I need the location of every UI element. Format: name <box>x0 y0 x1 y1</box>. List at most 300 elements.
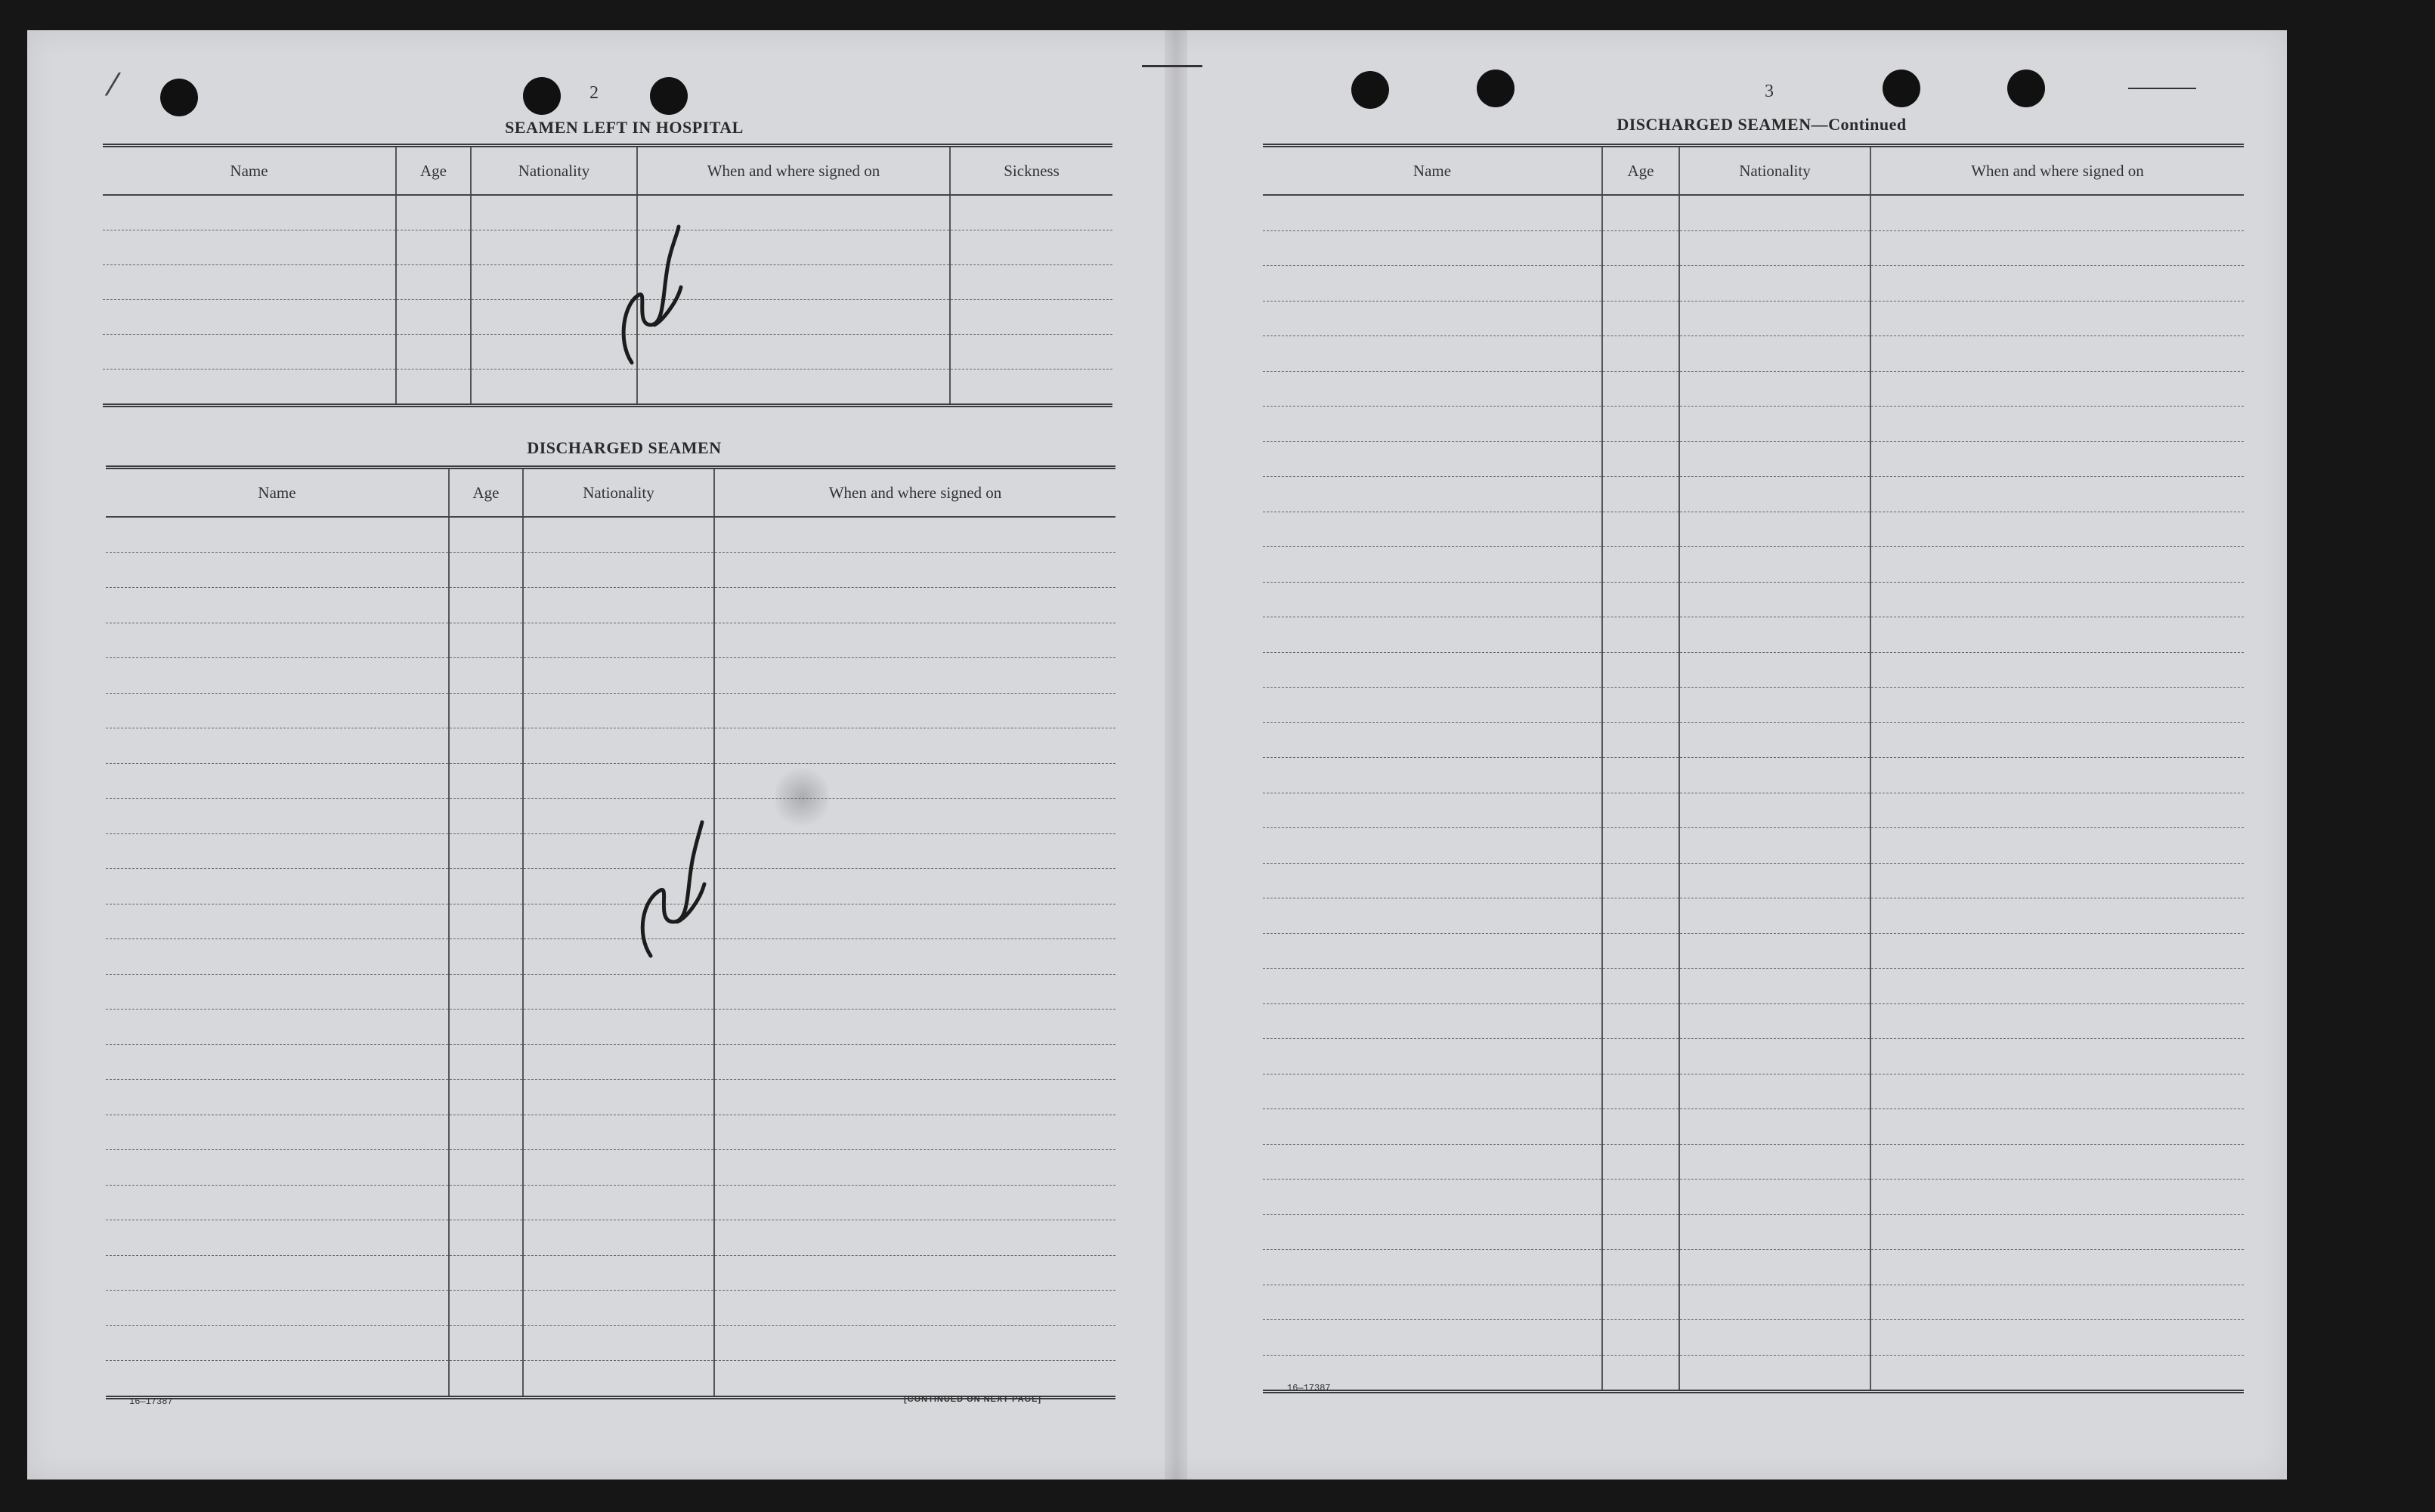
table-cell <box>449 1255 523 1291</box>
table-cell <box>1679 863 1870 898</box>
table-cell <box>714 1361 1115 1398</box>
table-cell <box>637 369 950 406</box>
hospital-header-row <box>103 146 1112 196</box>
table-cell <box>1870 477 2244 512</box>
table-cell <box>1870 758 2244 793</box>
table-cell <box>950 230 1112 265</box>
table-cell <box>106 1291 449 1326</box>
table-row <box>1263 933 2244 969</box>
table-cell <box>714 1220 1115 1256</box>
table-cell <box>1870 863 2244 898</box>
table-cell <box>1263 582 1602 617</box>
table-cell <box>1679 512 1870 547</box>
table-cell <box>1870 793 2244 828</box>
table-cell <box>103 369 396 406</box>
table-cell <box>1870 722 2244 758</box>
table-cell <box>1263 722 1602 758</box>
table-row <box>1263 301 2244 336</box>
table-cell <box>1679 1320 1870 1356</box>
table-cell <box>449 1291 523 1326</box>
table-cell <box>1870 407 2244 442</box>
col-header-nationality: Nationality <box>1679 146 1870 196</box>
table-cell <box>1263 1074 1602 1109</box>
table-cell <box>1870 336 2244 372</box>
table-cell <box>1870 230 2244 266</box>
table-cell <box>1602 722 1679 758</box>
table-cell <box>1679 722 1870 758</box>
table-cell <box>1870 1250 2244 1285</box>
table-cell <box>106 974 449 1010</box>
table-cell <box>1263 1003 1602 1039</box>
table-row <box>106 1010 1115 1045</box>
table-cell <box>1870 1180 2244 1215</box>
table-cell <box>1263 301 1602 336</box>
table-row <box>1263 547 2244 583</box>
table-cell <box>714 869 1115 904</box>
table-cell <box>1679 230 1870 266</box>
table-cell <box>523 658 714 694</box>
table-cell <box>449 552 523 588</box>
table-cell <box>1263 969 1602 1004</box>
table-cell <box>1679 336 1870 372</box>
table-cell <box>1679 1144 1870 1180</box>
table-cell <box>714 728 1115 764</box>
table-cell <box>714 1115 1115 1150</box>
handwritten-nil-mark <box>609 212 692 370</box>
table-cell <box>106 1115 449 1150</box>
table-cell <box>714 799 1115 834</box>
table-cell <box>449 623 523 658</box>
table-cell <box>1679 371 1870 407</box>
table-cell <box>106 1044 449 1080</box>
table-cell <box>1602 1355 1679 1392</box>
table-row <box>1263 863 2244 898</box>
table-cell <box>1870 266 2244 301</box>
table-row <box>1263 652 2244 688</box>
table-cell <box>1679 1285 1870 1320</box>
table-row <box>1263 722 2244 758</box>
table-cell <box>1263 1039 1602 1074</box>
table-row <box>106 763 1115 799</box>
table-cell <box>523 1185 714 1220</box>
table-row <box>1263 688 2244 723</box>
col-header-age: Age <box>396 146 471 196</box>
col-header-sickness: Sickness <box>950 146 1112 196</box>
table-cell <box>1602 652 1679 688</box>
table-cell <box>1679 1180 1870 1215</box>
col-header-nationality: Nationality <box>523 468 714 518</box>
table-cell <box>1602 195 1679 230</box>
table-row <box>1263 477 2244 512</box>
table-row <box>1263 969 2244 1004</box>
table-row <box>1263 828 2244 864</box>
table-row <box>106 1255 1115 1291</box>
table-row <box>106 1080 1115 1115</box>
table-row <box>1263 1320 2244 1356</box>
table-cell <box>106 1325 449 1361</box>
table-cell <box>1679 652 1870 688</box>
ink-tick <box>1142 65 1202 67</box>
table-cell <box>1263 512 1602 547</box>
table-row <box>1263 582 2244 617</box>
left-page <box>27 30 1165 1480</box>
table-cell <box>1870 1003 2244 1039</box>
table-cell <box>1263 195 1602 230</box>
table-cell <box>1263 336 1602 372</box>
table-cell <box>1602 617 1679 653</box>
table-row <box>106 623 1115 658</box>
table-row <box>106 1220 1115 1256</box>
table-cell <box>1263 863 1602 898</box>
table-cell <box>106 904 449 939</box>
table-cell <box>1602 582 1679 617</box>
table-cell <box>950 195 1112 230</box>
table-row <box>103 230 1112 265</box>
table-row <box>1263 1003 2244 1039</box>
table-cell <box>449 1150 523 1186</box>
table-row <box>1263 1214 2244 1250</box>
table-cell <box>714 1080 1115 1115</box>
table-cell <box>1679 407 1870 442</box>
discharged-header-row <box>106 468 1115 518</box>
table-cell <box>950 335 1112 369</box>
table-row <box>1263 793 2244 828</box>
table-cell <box>471 369 637 406</box>
col-header-signed-on: When and where signed on <box>637 146 950 196</box>
table-cell <box>1870 969 2244 1004</box>
table-row <box>103 300 1112 335</box>
table-cell <box>523 1361 714 1398</box>
table-row <box>106 904 1115 939</box>
table-cell <box>1679 617 1870 653</box>
table-cell <box>1679 1250 1870 1285</box>
table-cell <box>1263 898 1602 934</box>
table-cell <box>714 623 1115 658</box>
table-cell <box>1870 617 2244 653</box>
table-cell <box>1870 582 2244 617</box>
table-row <box>106 799 1115 834</box>
title-main: DISCHARGED SEAMEN <box>1617 115 1812 134</box>
discharged-continued-title <box>1505 115 2019 135</box>
table-cell <box>449 869 523 904</box>
table-cell <box>106 588 449 623</box>
table-cell <box>449 763 523 799</box>
table-row <box>1263 758 2244 793</box>
table-cell <box>1679 758 1870 793</box>
table-row <box>106 658 1115 694</box>
table-row <box>1263 1355 2244 1392</box>
table-cell <box>106 939 449 975</box>
table-cell <box>1679 301 1870 336</box>
table-cell <box>950 265 1112 300</box>
table-cell <box>523 728 714 764</box>
punch-hole <box>523 77 561 115</box>
table-cell <box>1263 652 1602 688</box>
table-cell <box>1263 1214 1602 1250</box>
page-gutter <box>1165 30 1187 1480</box>
table-cell <box>1679 1109 1870 1145</box>
table-cell <box>714 552 1115 588</box>
table-row <box>103 195 1112 230</box>
table-cell <box>1602 1285 1679 1320</box>
right-page <box>1187 30 2287 1480</box>
col-header-name: Name <box>103 146 396 196</box>
table-cell <box>714 1010 1115 1045</box>
table-cell <box>449 904 523 939</box>
table-cell <box>449 728 523 764</box>
table-cell <box>396 369 471 406</box>
table-cell <box>1602 441 1679 477</box>
table-cell <box>1870 195 2244 230</box>
discharged-continued-table <box>1263 144 2244 1393</box>
table-row <box>106 552 1115 588</box>
table-cell <box>106 658 449 694</box>
table-cell <box>523 1255 714 1291</box>
table-cell <box>103 300 396 335</box>
col-header-age: Age <box>1602 146 1679 196</box>
table-row <box>1263 1109 2244 1145</box>
table-cell <box>1679 195 1870 230</box>
table-cell <box>1263 266 1602 301</box>
table-row <box>106 1150 1115 1186</box>
table-cell <box>449 833 523 869</box>
table-row <box>106 1185 1115 1220</box>
table-cell <box>106 1150 449 1186</box>
table-cell <box>449 658 523 694</box>
table-cell <box>106 623 449 658</box>
table-cell <box>1602 1074 1679 1109</box>
table-cell <box>106 728 449 764</box>
table-cell <box>1602 1003 1679 1039</box>
table-cell <box>1679 266 1870 301</box>
table-cell <box>1870 547 2244 583</box>
table-cell <box>1602 1109 1679 1145</box>
table-cell <box>396 195 471 230</box>
table-cell <box>449 939 523 975</box>
table-cell <box>449 1185 523 1220</box>
table-cell <box>714 763 1115 799</box>
table-cell <box>1870 898 2244 934</box>
table-cell <box>1263 1180 1602 1215</box>
table-row <box>1263 898 2244 934</box>
table-cell <box>1602 266 1679 301</box>
table-cell <box>1870 1320 2244 1356</box>
table-cell <box>1602 793 1679 828</box>
table-cell <box>1679 793 1870 828</box>
table-cell <box>1263 371 1602 407</box>
table-cell <box>1870 1039 2244 1074</box>
table-cell <box>449 517 523 552</box>
table-cell <box>714 1291 1115 1326</box>
table-cell <box>1263 1144 1602 1180</box>
table-cell <box>103 195 396 230</box>
table-row <box>1263 1144 2244 1180</box>
table-row <box>1263 1074 2244 1109</box>
table-cell <box>950 300 1112 335</box>
form-code: 16—17387 <box>129 1396 173 1407</box>
table-row <box>106 1115 1115 1150</box>
table-cell <box>1263 1320 1602 1356</box>
table-cell <box>106 833 449 869</box>
table-cell <box>449 1044 523 1080</box>
col-header-name: Name <box>106 468 449 518</box>
table-cell <box>449 1361 523 1398</box>
table-cell <box>1870 1144 2244 1180</box>
discharged-section-title: DISCHARGED SEAMEN <box>527 438 722 457</box>
col-header-nationality: Nationality <box>471 146 637 196</box>
table-cell <box>103 265 396 300</box>
table-cell <box>1263 758 1602 793</box>
table-cell <box>523 1010 714 1045</box>
table-cell <box>1870 301 2244 336</box>
continued-header-row <box>1263 146 2244 196</box>
table-cell <box>1602 863 1679 898</box>
table-cell <box>523 552 714 588</box>
table-cell <box>714 1044 1115 1080</box>
table-cell <box>714 1185 1115 1220</box>
table-cell <box>1870 1355 2244 1392</box>
table-cell <box>714 658 1115 694</box>
table-cell <box>714 1255 1115 1291</box>
table-cell <box>1870 441 2244 477</box>
table-cell <box>1679 1355 1870 1392</box>
table-cell <box>1679 441 1870 477</box>
table-cell <box>1263 828 1602 864</box>
table-row <box>1263 1039 2244 1074</box>
table-cell <box>714 588 1115 623</box>
table-cell <box>1602 1144 1679 1180</box>
table-cell <box>1679 688 1870 723</box>
page-number: 3 <box>1765 82 1774 101</box>
table-cell <box>714 693 1115 728</box>
table-row <box>106 939 1115 975</box>
table-row <box>1263 1180 2244 1215</box>
table-row <box>1263 371 2244 407</box>
table-cell <box>1263 230 1602 266</box>
form-code: 16—17387 <box>1287 1383 1331 1393</box>
table-cell <box>396 335 471 369</box>
table-cell <box>523 1044 714 1080</box>
table-cell <box>1602 1039 1679 1074</box>
punch-hole <box>160 79 198 116</box>
punch-hole <box>1477 70 1515 107</box>
table-cell <box>1263 547 1602 583</box>
table-cell <box>449 1080 523 1115</box>
handwritten-nil-mark <box>632 809 715 967</box>
table-cell <box>449 974 523 1010</box>
table-row <box>106 517 1115 552</box>
table-cell <box>1679 1214 1870 1250</box>
table-cell <box>523 763 714 799</box>
table-cell <box>1679 828 1870 864</box>
table-cell <box>106 552 449 588</box>
table-row <box>106 1044 1115 1080</box>
table-row <box>103 369 1112 406</box>
table-cell <box>714 904 1115 939</box>
punch-hole <box>2007 70 2045 107</box>
table-cell <box>523 693 714 728</box>
document-sheet <box>27 30 2287 1480</box>
table-cell <box>1602 1214 1679 1250</box>
table-cell <box>1602 933 1679 969</box>
table-cell <box>1870 652 2244 688</box>
col-header-name: Name <box>1263 146 1602 196</box>
table-row <box>106 833 1115 869</box>
table-cell <box>396 265 471 300</box>
table-row <box>106 1291 1115 1326</box>
discharged-table <box>106 465 1115 1399</box>
table-cell <box>449 1325 523 1361</box>
table-cell <box>1602 969 1679 1004</box>
table-cell <box>1602 301 1679 336</box>
col-header-age: Age <box>449 468 523 518</box>
table-row <box>1263 266 2244 301</box>
ink-tick <box>2128 88 2196 89</box>
table-cell <box>523 517 714 552</box>
hospital-section-title: SEAMEN LEFT IN HOSPITAL <box>505 118 744 137</box>
table-cell <box>1602 512 1679 547</box>
table-cell <box>523 623 714 658</box>
table-cell <box>106 693 449 728</box>
table-row <box>1263 512 2244 547</box>
punch-hole <box>650 77 688 115</box>
table-cell <box>106 1361 449 1398</box>
table-row <box>106 869 1115 904</box>
table-cell <box>714 517 1115 552</box>
table-cell <box>1602 688 1679 723</box>
table-row <box>1263 336 2244 372</box>
table-cell <box>449 1115 523 1150</box>
table-cell <box>1870 933 2244 969</box>
table-cell <box>396 230 471 265</box>
table-cell <box>1679 1074 1870 1109</box>
table-row <box>1263 1250 2244 1285</box>
table-cell <box>523 1291 714 1326</box>
table-cell <box>106 1220 449 1256</box>
table-row <box>1263 617 2244 653</box>
table-cell <box>1602 1320 1679 1356</box>
table-cell <box>1263 933 1602 969</box>
table-cell <box>1602 547 1679 583</box>
table-cell <box>1263 1250 1602 1285</box>
table-cell <box>1679 1039 1870 1074</box>
table-cell <box>523 1150 714 1186</box>
table-cell <box>1602 1180 1679 1215</box>
table-row <box>106 588 1115 623</box>
table-cell <box>106 1255 449 1291</box>
table-cell <box>1602 758 1679 793</box>
continued-note: [CONTINUED ON NEXT PAGE] <box>904 1395 1042 1404</box>
table-cell <box>1263 477 1602 512</box>
table-cell <box>106 517 449 552</box>
table-row <box>106 728 1115 764</box>
table-cell <box>449 1220 523 1256</box>
table-cell <box>1870 371 2244 407</box>
table-cell <box>1679 477 1870 512</box>
table-cell <box>1263 407 1602 442</box>
table-cell <box>523 1080 714 1115</box>
table-cell <box>523 1115 714 1150</box>
table-row <box>106 693 1115 728</box>
punch-hole <box>1883 70 1920 107</box>
table-cell <box>1679 969 1870 1004</box>
table-cell <box>396 300 471 335</box>
table-cell <box>1870 512 2244 547</box>
table-cell <box>714 1325 1115 1361</box>
table-cell <box>1263 688 1602 723</box>
table-cell <box>1870 1074 2244 1109</box>
table-row <box>1263 407 2244 442</box>
